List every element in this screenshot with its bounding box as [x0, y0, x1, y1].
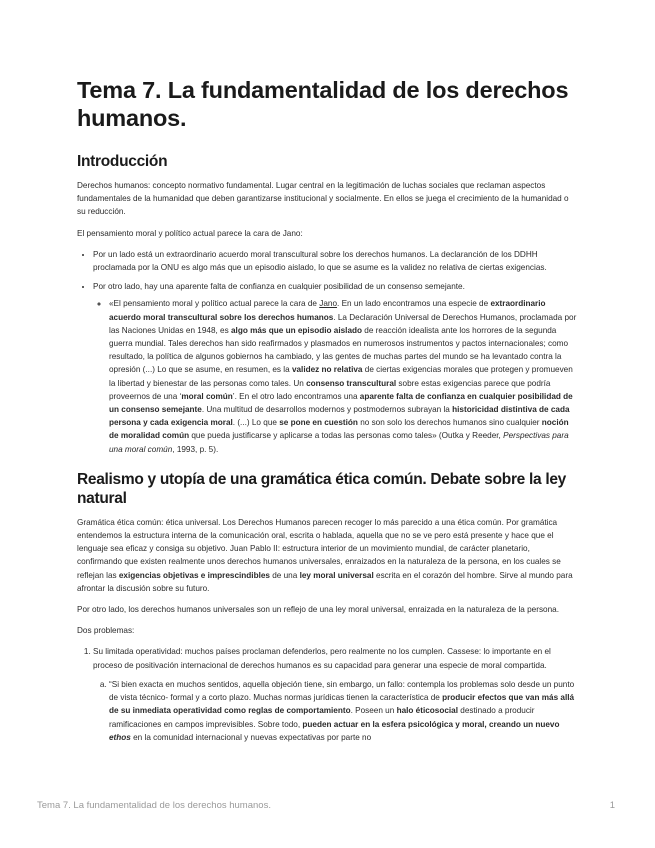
realismo-heading: Realismo y utopía de una gramática ética común. Debate sobre la ley natural — [77, 470, 566, 507]
intro-paragraph-1: Derechos humanos: concepto normativo fundamental. Lugar central en la legitimación de luchas sociales que reclaman aspectos fundamentales de la humanidad que deben garantizarse institucional y socialmente. En ellos se juega el crecimiento de la humanidad o su reducción. — [77, 181, 569, 217]
page-footer — [37, 800, 615, 811]
page-content — [77, 76, 577, 744]
problem-item-1-text: Su limitada operatividad: muchos países proclaman defenderlos, pero realmente no los cumplen. Cassese: lo importante en el proceso de positivación internacional de derechos humanos es su capacidad para generar una especie de moral compartida. — [93, 647, 551, 670]
intro-bullet-2 — [93, 280, 577, 456]
page-number: 1 — [609, 800, 615, 811]
realismo-paragraph-1: Gramática ética común: ética universal. Los Derechos Humanos parecen recoger lo más parecido a una ética común. Por gramática entendemos la estructura interna de la comunicación oral, escrita o hablada, aquella que no se ve pero está presente y hace que el lenguaje sea eficaz y consiga su objetivo. Juan Pablo II: estructura interior de un movimiento mundial, de carácter planetario, confirmando que existen realmente unos derechos humanos universales, enraizados en la naturaleza de la persona, en los cuales se reflejan las exigencias objetivas e imprescindibles de una ley moral universal escrita en el corazón del hombre. Sirve al mundo para afrontar la discusión sobre su futuro. — [77, 517, 573, 593]
page-title: Tema 7. La fundamentalidad de los derechos humanos. — [77, 77, 569, 131]
problem-sub-list — [93, 678, 577, 744]
problems-list — [77, 645, 577, 743]
intro-sub-list — [93, 297, 577, 455]
intro-bullet-list — [77, 248, 577, 456]
problem-item-1 — [93, 645, 577, 743]
realismo-paragraph-2: Por otro lado, los derechos humanos universales son un reflejo de una ley moral universal, enraizada en la naturaleza de la persona. — [77, 605, 559, 615]
footer-title: Tema 7. La fundamentalidad de los derechos humanos. — [37, 800, 271, 811]
intro-bullet-1: • Por un lado está un extraordinario acuerdo moral transcultural sobre los derechos humanos. La declaranción de los DDHH proclamada por la ONU es algo más que un episodio aislado, lo que se asume es la validez no relativa de ciertas exigencias. — [93, 248, 577, 274]
cassese-quote: a. “Si bien exacta en muchos sentidos, aquella objeción tiene, sin embargo, un fallo: contempla los problemas solo desde un punto de vista técnico- formal y a corto plazo. Muchas normas jurídicas tienen la característica de producir efectos que van más allá de su inmediata operatividad como reglas de comportamiento. Poseen un halo éticosocial destinado a producir ramificaciones en campos imprevisibles. Sobre todo, pueden actuar en la esfera psicológica y moral, creando un nuevo ethos en la comunidad internacional y nuevas expectativas por parte no — [109, 678, 577, 744]
intro-heading: Introducción — [77, 153, 168, 170]
intro-bullet-2-text: Por otro lado, hay una aparente falta de confianza en cualquier posibilidad de un consenso semejante. — [93, 282, 465, 292]
quote-outka-reeder: ◦ «El pensamiento moral y político actual parece la cara de Jano. En un lado encontramos una especie de extraordinario acuerdo moral transcultural sobre los derechos humanos. La Declaración Universal de Derechos Humanos, proclamada por las Naciones Unidas en 1948, es algo más que un episodio aislado de reacción idealista ante los horrores de la segunda guerra mundial. Tales derechos han sido reafirmados y plasmados en numerosos instrumentos y pactos internacionales; como resultado, la política de algunos gobiernos ha cambiado, y las gentes de muchas partes del mundo se ha levantado contra la opresión (...) Lo que se asume, en resumen, es la validez no relativa de ciertas exigencias morales que protegen y promueven la libertad y bienestar de las personas como tales. Un consenso transcultural sobre estas exigencias parece que podría proveernos de una ‘moral común’. En el otro lado encontramos una aparente falta de confianza en cualquier posibilidad de un consenso semejante. Una multitud de desarrollos modernos y postmodernos subrayan la historicidad distintiva de cada persona y cada exigencia moral. (...) Lo que se pone en cuestión no son solo los derechos humanos sino cualquier noción de moralidad común que pueda justificarse y aplicarse a todas las personas como tales» (Outka y Reeder, Perspectivas para una moral común, 1993, p. 5). — [109, 297, 577, 455]
realismo-paragraph-3: Dos problemas: — [77, 626, 135, 636]
jano-link[interactable]: Jano — [319, 299, 338, 309]
intro-paragraph-2: El pensamiento moral y político actual parece la cara de Jano: — [77, 228, 303, 238]
